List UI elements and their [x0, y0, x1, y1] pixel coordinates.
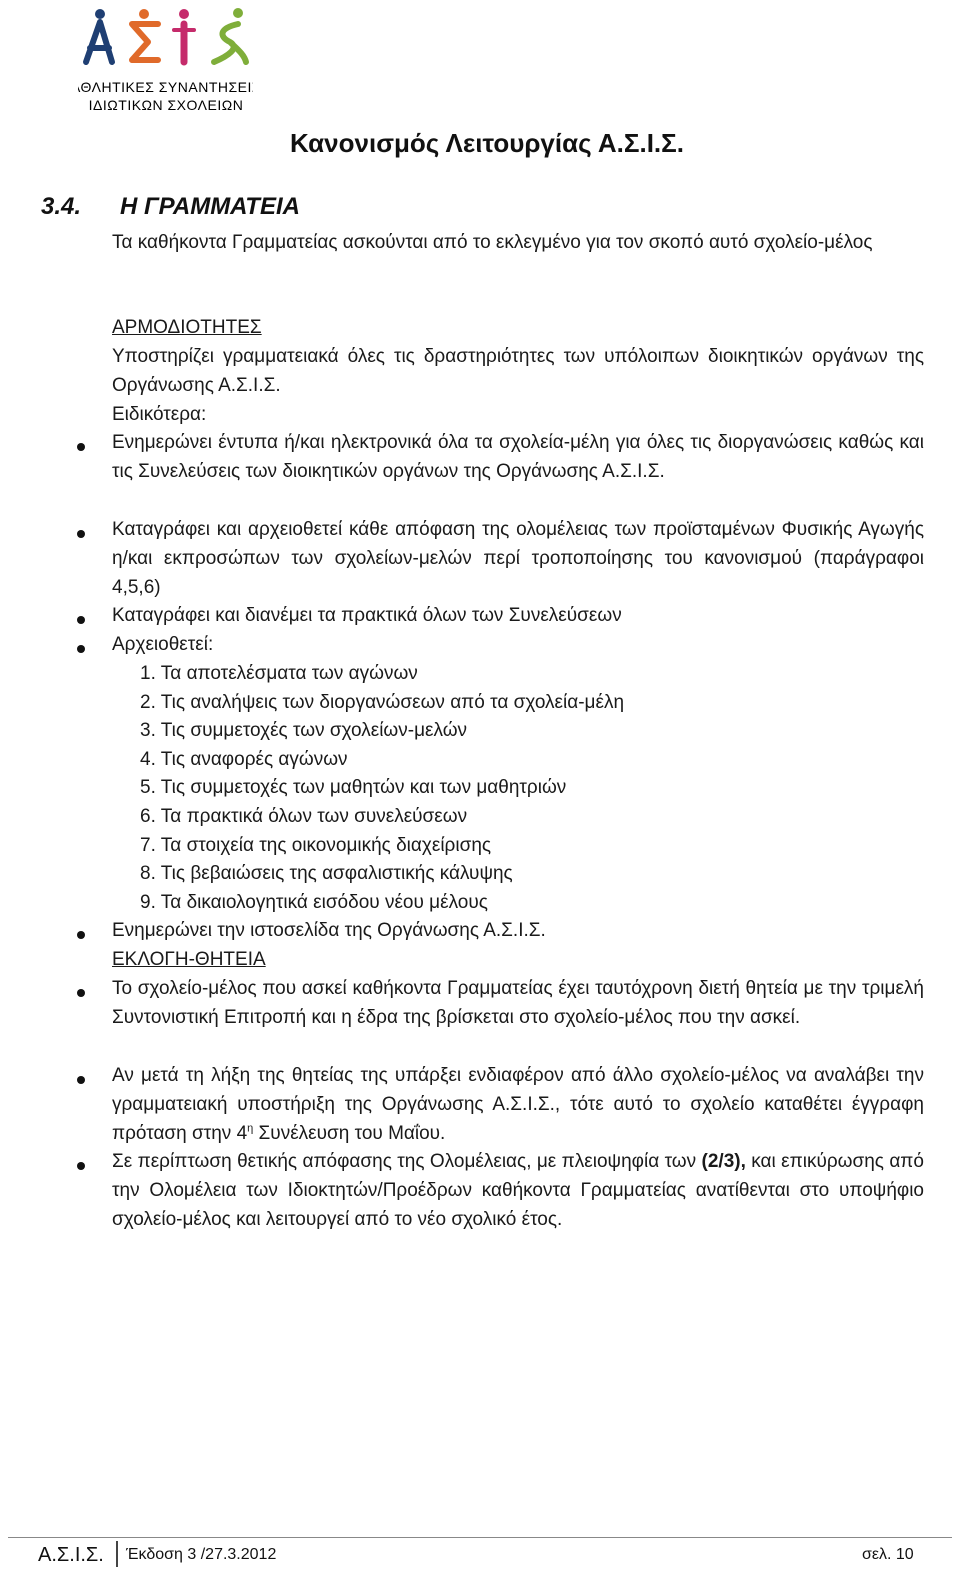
election-decision-end: και επικύρωσης από την Ολομέλεια των Ιδιοκτητών/Προέδρων καθήκοντα Γραμματείας ανατίθενται στο υποψήφιο σχολείο-μέλος και λειτουργεί από το νέο σχολικό έτος. [112, 1151, 924, 1230]
list-item: 7. Τα στοιχεία της οικονομικής διαχείρισης [140, 834, 492, 856]
bullet-icon [77, 616, 85, 624]
election-item-decision [112, 1148, 924, 1234]
bullet-icon [77, 1162, 85, 1170]
responsibility-item-inform: Ενημερώνει έντυπα ή/και ηλεκτρονικά όλα τα σχολεία-μέλη για όλες τις διοργανώσεις καθώς και τις Συνελεύσεις των διοικητικών οργάνων της Οργάνωσης Α.Σ.Ι.Σ. [112, 432, 924, 482]
svg-text:ΑΘΛΗΤΙΚΕΣ ΣΥΝΑΝΤΗΣΕΙΣ: ΑΘΛΗΤΙΚΕΣ ΣΥΝΑΝΤΗΣΕΙΣ [78, 79, 253, 95]
bullet-icon [77, 931, 85, 939]
responsibility-item-archives: Αρχειοθετεί: [112, 634, 214, 655]
responsibility-item-minutes: Καταγράφει και διανέμει τα πρακτικά όλων των Συνελεύσεων [112, 605, 622, 626]
document-title: Κανονισμός Λειτουργίας Α.Σ.Ι.Σ. [290, 128, 684, 158]
ordinal-superscript: η [247, 1122, 254, 1135]
intro-paragraph: Τα καθήκοντα Γραμματείας ασκούνται από το εκλεγμένο για τον σκοπό αυτό σχολείο-μέλος [112, 232, 873, 253]
footer-page-number: σελ. 10 [862, 1546, 914, 1563]
asis-logo-graphic [78, 4, 253, 116]
responsibilities-heading: ΑΡΜΟΔΙΟΤΗΤΕΣ [112, 317, 262, 338]
list-item: 6. Τα πρακτικά όλων των συνελεύσεων [140, 805, 468, 827]
archives-list [140, 660, 624, 917]
list-item: 1. Τα αποτελέσματα των αγώνων [140, 663, 418, 684]
election-proposal-end: Συνέλευση του Μαΐου. [253, 1122, 446, 1144]
list-item: 9. Τα δικαιολογητικά εισόδου νέου μέλους [140, 891, 488, 913]
footer-edition: Έκδοση 3 /27.3.2012 [126, 1546, 277, 1563]
responsibility-item-record: Καταγράφει και αρχειοθετεί κάθε απόφαση της ολομέλειας των προϊσταμένων Φυσικής Αγωγής η/και εκπροσώπων των σχολείων-μελών περί τροποποίησης του κανονισμού (παράγραφοι 4,5,6) [112, 519, 924, 598]
footer-divider [8, 1537, 952, 1538]
bullet-icon [77, 530, 85, 538]
list-item: 3. Τις συμμετοχές των σχολείων-μελών [140, 720, 468, 742]
list-item: 2. Τις αναλήψεις των διοργανώσεων από τα σχολεία-μέλη [140, 691, 625, 713]
list-item: 8. Τις βεβαιώσεις της ασφαλιστικής κάλυψης [140, 863, 513, 885]
section-number: 3.4. [41, 193, 82, 220]
majority-ratio: (2/3), [701, 1151, 746, 1172]
footer-separator [116, 1541, 118, 1567]
election-heading: ΕΚΛΟΓΗ-ΘΗΤΕΙΑ [112, 949, 266, 970]
responsibilities-summary: Υποστηρίζει γραμματειακά όλες τις δραστηριότητες των υπόλοιπων διοικητικών οργάνων της Οργάνωσης Α.Σ.Ι.Σ. [112, 346, 924, 396]
list-item: 4. Τις αναφορές αγώνων [140, 748, 348, 770]
specifically-label: Ειδικότερα: [112, 404, 207, 425]
list-item: 5. Τις συμμετοχές των μαθητών και των μαθητριών [140, 777, 567, 799]
election-item-proposal [112, 1062, 924, 1148]
bullet-icon [77, 1076, 85, 1084]
bullet-icon [77, 989, 85, 997]
bullet-icon [77, 645, 85, 653]
bullet-icon [77, 443, 85, 451]
footer-organization: Α.Σ.Ι.Σ. [38, 1544, 104, 1566]
svg-text:ΙΔΙΩΤΙΚΩΝ ΣΧΟΛΕΙΩΝ: ΙΔΙΩΤΙΚΩΝ ΣΧΟΛΕΙΩΝ [88, 97, 244, 113]
section-title: Η ΓΡΑΜΜΑΤΕΙΑ [120, 193, 300, 220]
election-proposal-text: Αν μετά τη λήξη της θητείας της υπάρξει ενδιαφέρον από άλλο σχολείο-μέλος να αναλάβει την γραμματειακή υποστήριξη της Οργάνωσης Α.Σ.Ι.Σ., τότε αυτό το σχολείο καταθέτει έγγραφη πρόταση στην 4 [112, 1065, 924, 1144]
election-item-term: Το σχολείο-μέλος που ασκεί καθήκοντα Γραμματείας έχει ταυτόχρονη διετή θητεία με την τριμελή Συντονιστική Επιτροπή και η έδρα της βρίσκεται στο σχολείο-μέλος που την ασκεί. [112, 978, 924, 1028]
asis-logo [78, 4, 253, 116]
election-decision-text: Σε περίπτωση θετικής απόφασης της Ολομέλειας, με πλειοψηφία των [112, 1151, 702, 1172]
responsibility-item-website: Ενημερώνει την ιστοσελίδα της Οργάνωσης Α.Σ.Ι.Σ. [112, 920, 546, 941]
